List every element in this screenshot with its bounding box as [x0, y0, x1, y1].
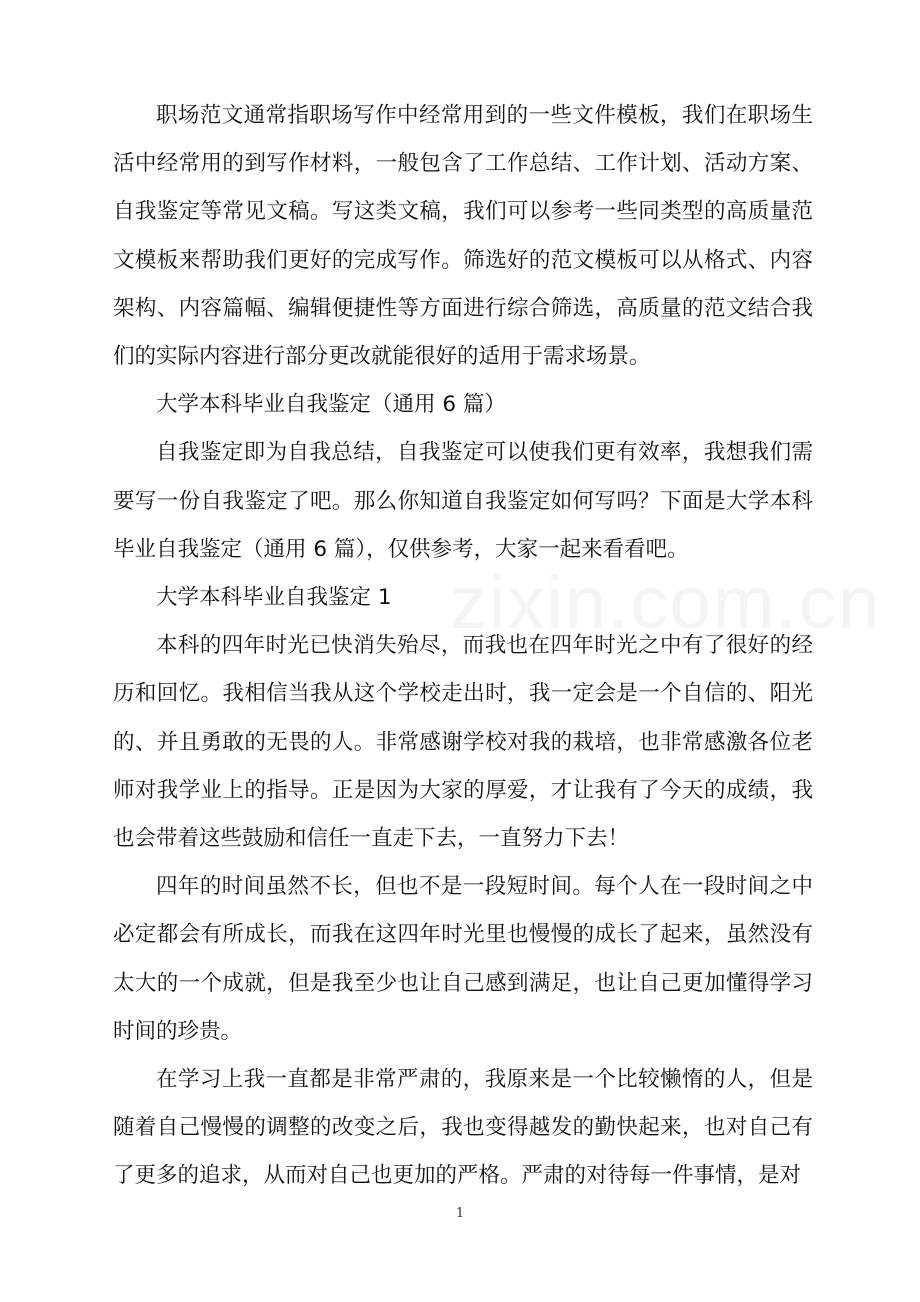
body-paragraph-1: 本科的四年时光已快消失殆尽，而我也在四年时光之中有了很好的经历和回忆。我相信当我从这个学校走出时，我一定会是一个自信的、阳光的、并且勇敢的无畏的人。非常感谢学校对我的栽培，也非常感激各位老师对我学业上的指导。正是因为大家的厚爱，才让我有了今天的成绩，我也会带着这些鼓励和信任一直走下去，一直努力下去！ [113, 633, 813, 852]
watermark: zixin.com.cn [450, 561, 882, 644]
body-paragraph-3: 在学习上我一直都是非常严肃的，我原来是一个比较懒惰的人，但是随着自己慢慢的调整的改变之后，我也变得越发的勤快起来，也对自己有了更多的追求，从而对自己也更加的严格。严肃的对待每一件事情，是对 [113, 1067, 813, 1189]
section-heading-1: 大学本科毕业自我鉴定 1 [156, 585, 392, 611]
document-body [113, 92, 813, 1201]
document-title: 大学本科毕业自我鉴定（通用 6 篇） [156, 392, 506, 418]
body-paragraph-2: 四年的时间虽然不长，但也不是一段短时间。每个人在一段时间之中必定都会有所成长，而我在这四年时光里也慢慢的成长了起来，虽然没有太大的一个成就，但是我至少也让自己感到满足，也让自己更加懂得学习时间的珍贵。 [113, 874, 813, 1044]
intro-paragraph: 职场范文通常指职场写作中经常用到的一些文件模板，我们在职场生活中经常用的到写作材料，一般包含了工作总结、工作计划、活动方案、自我鉴定等常见文稿。写这类文稿，我们可以参考一些同类型的高质量范文模板来帮助我们更好的完成写作。筛选好的范文模板可以从格式、内容架构、内容篇幅、编辑便捷性等方面进行综合筛选，高质量的范文结合我们的实际内容进行部分更改就能很好的适用于需求场景。 [113, 103, 813, 370]
summary-paragraph: 自我鉴定即为自我总结，自我鉴定可以使我们更有效率，我想我们需要写一份自我鉴定了吧。那么你知道自我鉴定如何写吗？下面是大学本科毕业自我鉴定（通用 6 篇），仅供参考，大家一起来看看吧。 [113, 440, 813, 562]
page-number: 1 [455, 1206, 465, 1221]
